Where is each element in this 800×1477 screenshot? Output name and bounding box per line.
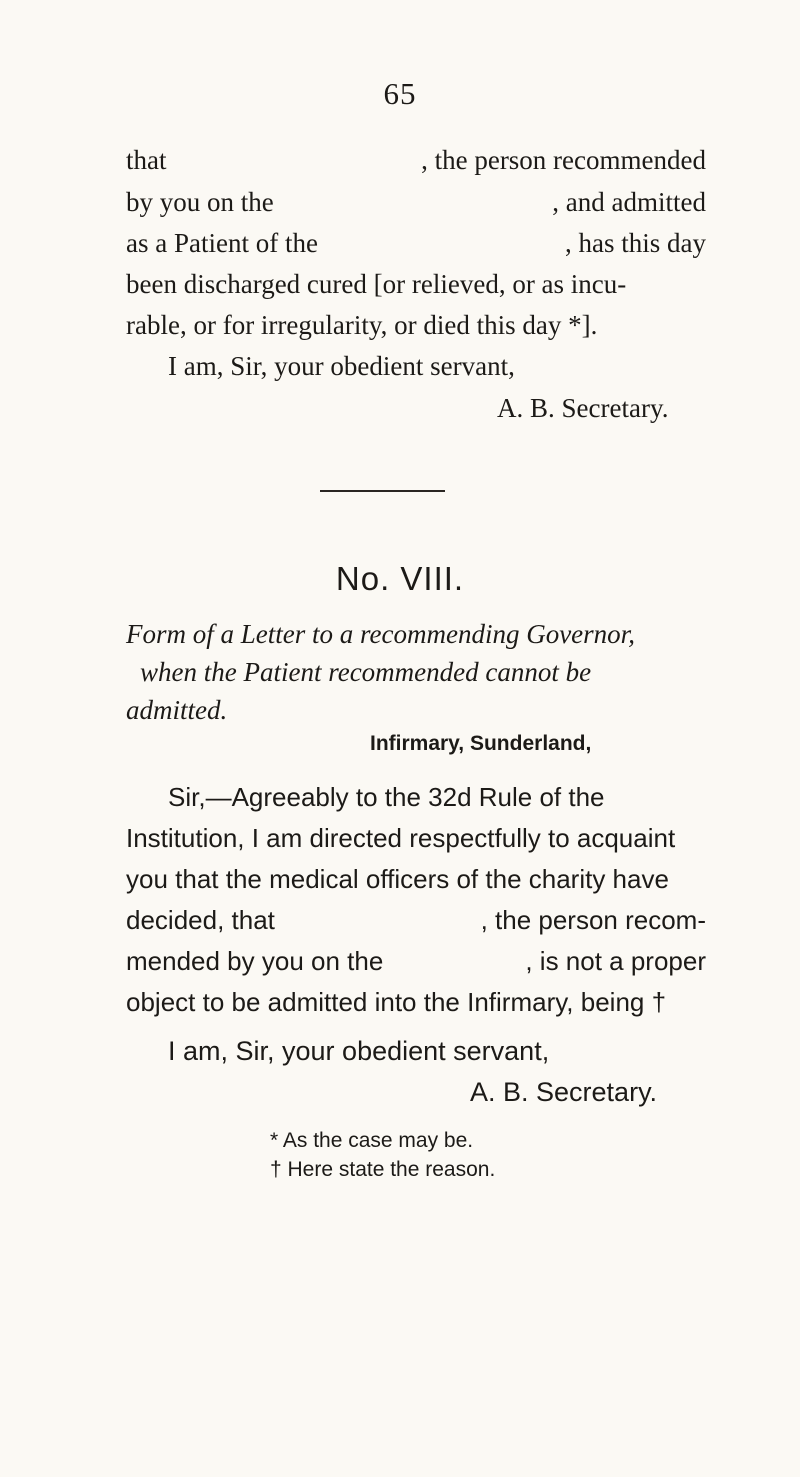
footnote: * As the case may be.: [270, 1129, 474, 1152]
text-segment: , the person recommended: [421, 145, 706, 175]
text-segment: rable, or for irregularity, or died this day *].: [126, 310, 598, 340]
text-line: [126, 226, 706, 260]
text-segment: object to be admitted into the Infirmary, being †: [126, 987, 667, 1017]
form-title-text: admitted.: [126, 695, 228, 725]
text-segment: you that the medical officers of the charity have: [126, 864, 669, 894]
text-line: [126, 821, 706, 855]
text-segment: —Agreeably to the 32d Rule of the: [205, 782, 605, 812]
text-segment: , is not a proper: [525, 946, 706, 976]
form-title-text: Form of a Letter to a recommending Governor,: [126, 619, 635, 649]
closing-text: I am, Sir, your obedient servant,: [168, 351, 515, 381]
text-line: [126, 267, 706, 301]
text-segment: Institution, I am directed respectfully to acquaint: [126, 823, 676, 853]
text-segment: , has this day: [565, 228, 706, 258]
closing-line: [168, 349, 706, 383]
text-segment: decided, that: [126, 905, 275, 935]
text-segment: , the person recom-: [480, 905, 706, 935]
closing-line: [168, 1034, 706, 1068]
form-title-line: [140, 653, 706, 691]
form-title-line: [126, 615, 706, 653]
signature: A. B. Secretary.: [470, 1077, 658, 1107]
section-divider: [320, 490, 445, 492]
letter-address: Infirmary, Sunderland,: [370, 732, 592, 755]
page-number: 65: [383, 76, 417, 111]
text-line: [126, 903, 706, 937]
form-title-text: when the Patient recommended cannot be: [140, 657, 592, 687]
text-segment: , and admitted: [552, 187, 706, 217]
text-line: [126, 185, 706, 219]
salutation: Sir,: [168, 782, 206, 812]
text-segment: by you on the: [126, 187, 274, 217]
form-title-line: [126, 691, 706, 729]
text-segment: been discharged cured [or relieved, or as incu-: [126, 269, 627, 299]
text-line: [126, 143, 706, 177]
text-segment: mended by you on the: [126, 946, 384, 976]
text-line: [126, 862, 706, 896]
section-heading: No. VIII.: [335, 560, 465, 597]
text-line: [126, 944, 706, 978]
text-segment: as a Patient of the: [126, 228, 318, 258]
text-line: [126, 985, 706, 1019]
text-line: [168, 780, 706, 814]
footnote: † Here state the reason.: [270, 1158, 496, 1181]
signature: A. B. Secretary.: [497, 393, 669, 423]
closing-text: I am, Sir, your obedient servant,: [168, 1036, 550, 1066]
text-segment: that: [126, 145, 167, 175]
text-line: [126, 308, 706, 342]
